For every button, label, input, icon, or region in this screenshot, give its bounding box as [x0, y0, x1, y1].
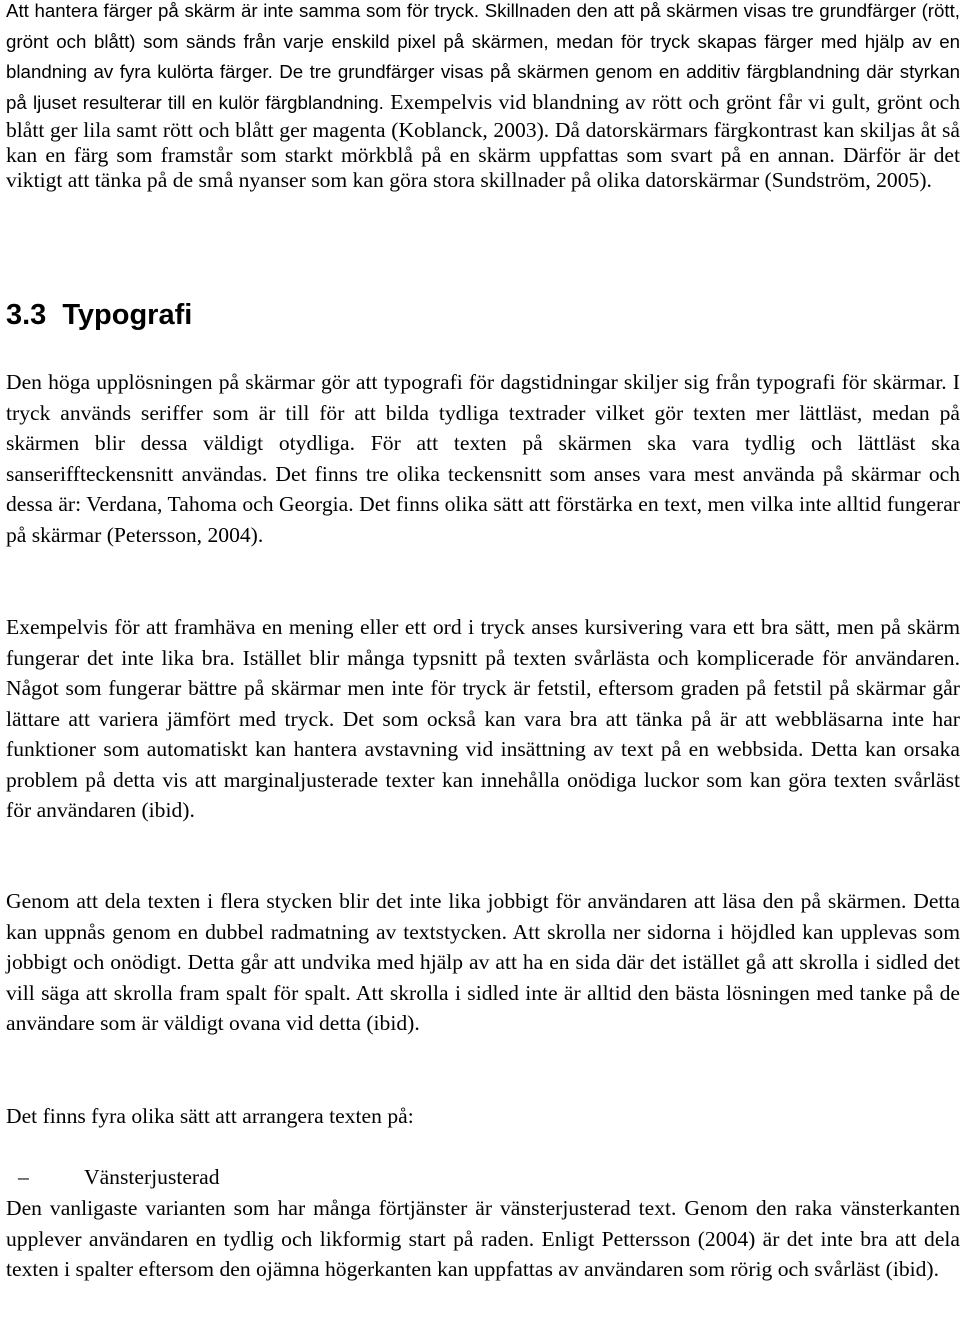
paragraph-vansterjusterad: Den vanligaste varianten som har många förtjänster är vänsterjusterad text. Genom den raka vänsterkanten upplever användaren en tydlig och likformig start på raden. Enligt Pettersson (2004) är det inte bra att dela texten i spalter eftersom den ojämna högerkanten kan uppfattas av användaren som rörig och svårläst (ibid).: [6, 1196, 960, 1281]
section-number: 3.3: [6, 299, 47, 331]
section-title: Typografi: [62, 299, 193, 331]
dash-bullet: –: [18, 1165, 29, 1189]
paragraph-colors: [6, 0, 960, 193]
paragraph-typografi: Den höga upplösningen på skärmar gör att typografi för dagstidningar skiljer sig från typografi för skärmar. I tryck används seriffer som är till för att bilda tydliga textrader vilket gör texten mer lättläst, medan på skärmen blir dessa väldigt otydliga. För att texten på skärmen ska vara tydlig och lättläst ska sanseriffteckensnitt användas. Det finns tre olika teckensnitt som anses vara mest använda på skärmar och dessa är: Verdana, Tahoma och Georgia. Det finns olika sätt att förstärka en text, men vilka inte alltid fungerar på skärmar (Petersson, 2004).: [6, 370, 960, 547]
list-item-label: Vänsterjusterad: [84, 1165, 220, 1189]
paragraph-kursivering: Exempelvis för att framhäva en mening eller ett ord i tryck anses kursivering vara ett bra sätt, men på skärm fungerar det inte lika bra. Istället blir många typsnitt på texten svårlästa och komplicerade för användaren. Något som fungerar bättre på skärmar men inte för tryck är fetstil, eftersom graden på fetstil på skärmar går lättare att variera jämfört med tryck. Det som också kan vara bra att tänka på är att webbläsarna inte har funktioner som automatiskt kan hantera avstavning vid insättning av text på en webbsida. Detta kan orsaka problem på detta vis att marginaljusterade texter kan innehålla onödiga luckor som kan göra texten svårläst för användaren (ibid).: [6, 615, 960, 822]
section-heading: [6, 295, 192, 335]
paragraph-arrangera: Det finns fyra olika sätt att arrangera texten på:: [6, 1104, 414, 1128]
paragraph-colors-sans-part: Att hantera färger på skärm är inte samma som för tryck. Skillnaden den att på skärmen visas tre grundfärger (rött, grönt och blått) som sänds från varje enskild pixel på skärmen, medan för tryck skapas färger med hjälp av en blandning av fyra kulörta färger. De tre grundfärger visas på skärmen genom en additiv färgblandning där styrkan på ljuset resulterar till en kulör färgblandning.: [6, 0, 960, 113]
list-item: [6, 1162, 960, 1193]
paragraph-stycken: Genom att dela texten i flera stycken blir det inte lika jobbigt för användaren att läsa den på skärmen. Detta kan uppnås genom en dubbel radmatning av textstycken. Att skrolla ner sidorna i höjdled kan upplevas som jobbigt och onödigt. Detta går att undvika med hjälp av att ha en sida där det istället gå att skrolla i sidled det vill säga att skrolla fram spalt för spalt. Att skrolla i sidled inte är alltid den bästa lösningen med tanke på de användare som är väldigt ovana vid detta (ibid).: [6, 889, 960, 1035]
paragraph-colors-serif-part: Exempelvis vid blandning av rött och grönt får vi gult, grönt och blått ger lila samt rött och blått ger magenta (Koblanck, 2003). Då datorskärmars färgkontrast kan skiljas åt så kan en färg som framstår som starkt mörkblå på en skärm uppfattas som svart på en annan. Därför är det viktigt att tänka på de små nyanser som kan göra stora skillnader på olika datorskärmar (Sundström, 2005).: [6, 89, 960, 192]
